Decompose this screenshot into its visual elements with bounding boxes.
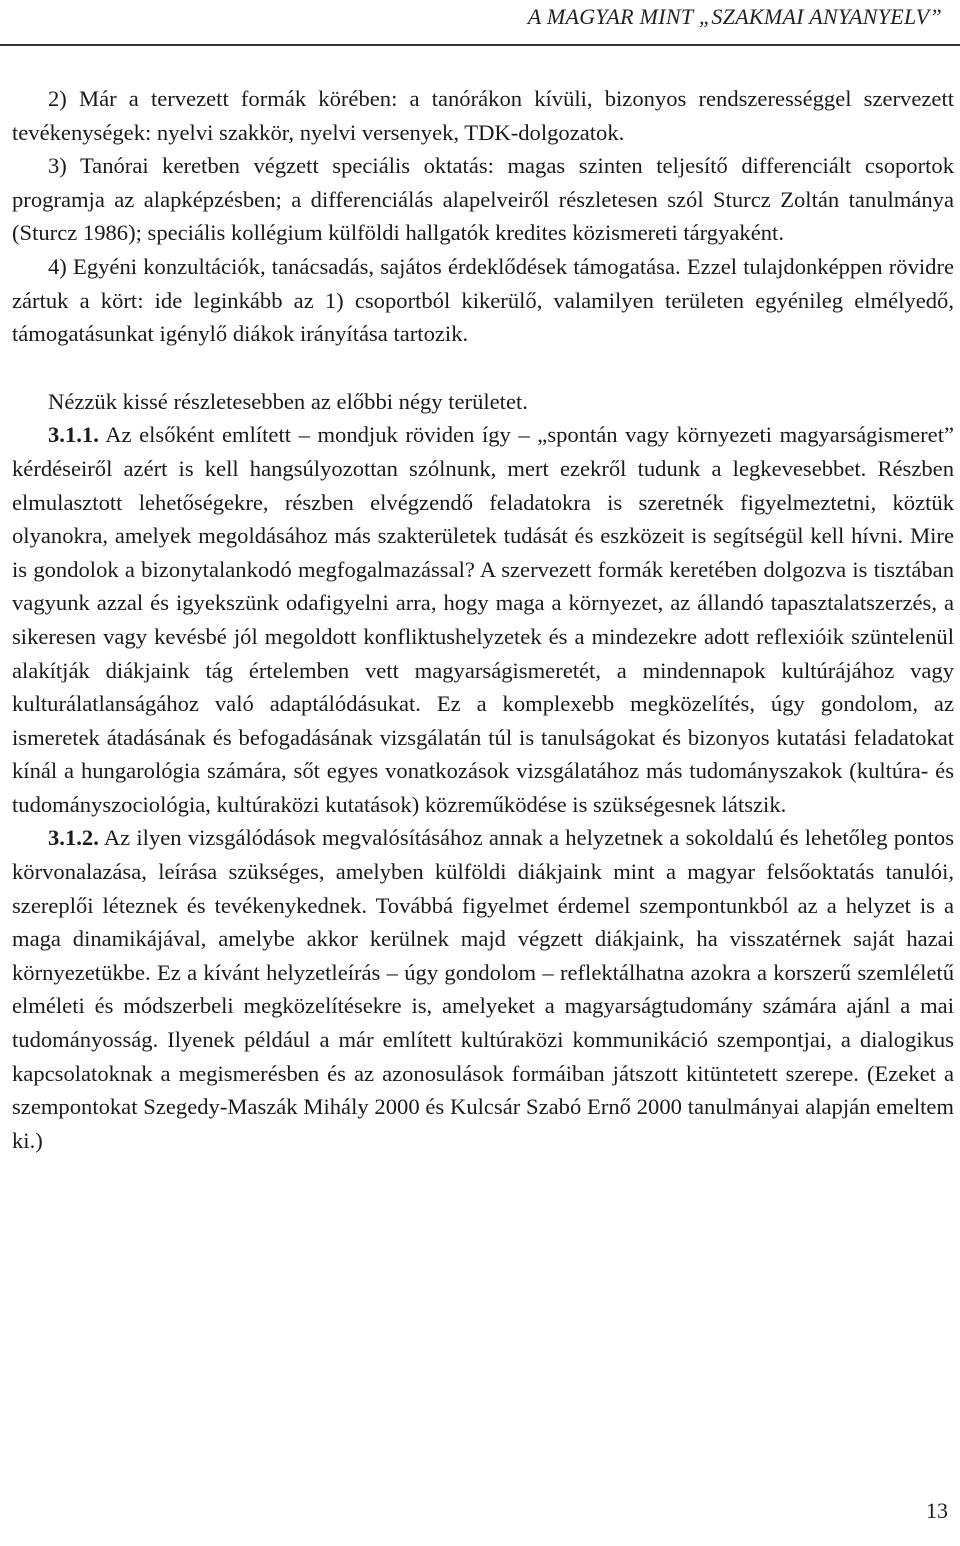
running-header: A MAGYAR MINT „SZAKMAI ANYANYELV” <box>527 4 942 29</box>
section-3-1-1 <box>12 418 954 821</box>
section-number: 3.1.1. <box>48 422 99 448</box>
section-number: 3.1.2. <box>48 825 99 851</box>
page-body <box>12 82 954 1157</box>
section-text: Az ilyen vizsgálódások megvalósításához annak a helyzetnek a sokoldalú és lehetőleg pontos körvonalazása, leírása szükséges, amelyben külföldi diákjaink mint a magyar felsőoktatás tanulói, szereplői léteznek és tevékenykednek. Továbbá figyelmet érdemel szempontunkból az a helyzet is a maga dinamikájával, amelybe akkor kerülnek majd végzett diákjaink, ha visszatérnek saját hazai környezetükbe. Ez a kívánt helyzetleírás – úgy gondolom – reflektálhatna azokra a korszerű szemléletű elméleti és módszerbeli megközelítésekre is, amelyeket a magyarságtudomány számára ajánl a mai tudományosság. Ilyenek például a már említett kultúraközi kommunikáció szempontjai, a dialogikus kapcsolatoknak a megismerésben és az azonosulások formáiban játszott kitüntetett szerepe. (Ezeket a szempontokat Szegedy-Maszák Mihály 2000 és Kulcsár Szabó Ernő 2000 tanulmányai alapján emeltem ki.) <box>12 825 954 1153</box>
page-number: 13 <box>926 1498 948 1523</box>
paragraph-4: Nézzük kissé részletesebben az előbbi négy területet. <box>48 388 528 414</box>
paragraph-2: 3) Tanórai keretben végzett speciális oktatás: magas szinten teljesítő differenciált csoportok programja az alapképzésben; a differenciálás alapelveiről részletesen szól Sturcz Zoltán tanulmánya (Sturcz 1986); speciális kollégium külföldi hallgatók kredites közismereti tárgyaként. <box>12 153 954 246</box>
section-text: Az elsőként említett – mondjuk röviden így – „spontán vagy környezeti magyarságismeret” kérdéseiről azért is kell hangsúlyozottan szólnunk, mert ezekről tudunk a legkevesebbet. Részben elmulasztott lehetőségekre, részben elvégzendő feladatokra is szeretnék figyelmeztetni, köztük olyanokra, amelyek megoldásához más szakterületek tudását és eszközeit is segítségül kell hívni. Mire is gondolok a bizonytalankodó megfogalmazással? A szervezett formák keretében dolgozva is tisztában vagyunk azzal és igyekszünk odafigyelni arra, hogy maga a környezet, az állandó tapasztalatszerzés, a sikeresen vagy kevésbé jól megoldott konfliktushelyzetek és a mindezekre adott reflexióik szüntelenül alakítják diákjaink tág értelemben vett magyarságismeretét, a mindennapok kultúrájához vagy kulturálatlanságához való adaptálódásukat. Ez a komplexebb megközelítés, úgy gondolom, az ismeretek átadásának és befogadásának vizsgálatán túl is tanulságokat és bizonyos kutatási feladatokat kínál a hungarológia számára, sőt egyes vonatkozások vizsgálatához más tudományszakok (kultúra- és tudományszociológia, kultúraközi kutatások) közreműködése is szükségesnek látszik. <box>12 422 954 817</box>
section-3-1-2 <box>12 821 954 1157</box>
paragraph-1: 2) Már a tervezett formák körében: a tanórákon kívüli, bizonyos rendszerességgel szervezett tevékenységek: nyelvi szakkör, nyelvi versenyek, TDK-dolgozatok. <box>12 86 954 145</box>
header-divider <box>0 44 960 46</box>
paragraph-3: 4) Egyéni konzultációk, tanácsadás, sajátos érdeklődések támogatása. Ezzel tulajdonképpen rövidre zártuk a kört: ide leginkább az 1) csoportból kikerülő, valamilyen területen egyénileg elmélyedő, támogatásunkat igénylő diákok irányítása tartozik. <box>12 253 954 347</box>
